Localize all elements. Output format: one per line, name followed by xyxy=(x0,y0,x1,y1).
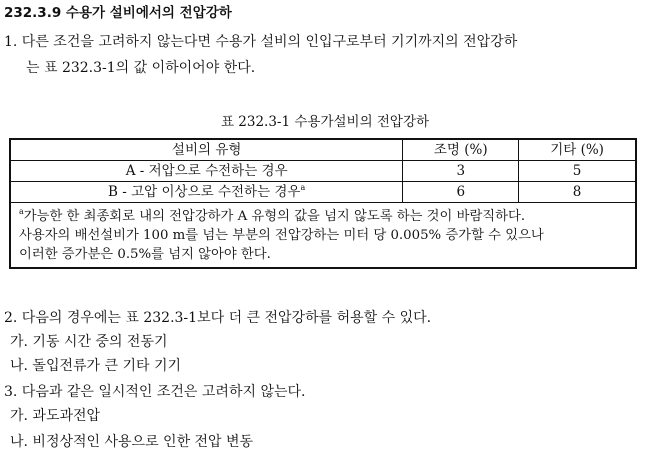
footnote-marker: a xyxy=(19,207,24,216)
note-line-2: 사용자의 배선설비가 100 m를 넘는 부분의 전압강하는 미터 당 0.005% 증가할 수 있으나 xyxy=(19,228,544,243)
table-row xyxy=(10,182,636,203)
row-type-text: A - 저압으로 수전하는 경우 xyxy=(125,163,288,179)
header-installation-type: 설비의 유형 xyxy=(10,139,403,161)
note-line-1 xyxy=(19,207,627,226)
item-3-sub-b: 나. 비정상적인 사용으로 인한 전압 변동 xyxy=(10,434,254,450)
row-type-text: B - 고압 이상으로 수전하는 경우 xyxy=(108,184,301,200)
footnote-marker: a xyxy=(300,183,306,192)
row-other-cell: 5 xyxy=(519,161,636,182)
section-title: 232.3.9 수용가 설비에서의 전압강하 xyxy=(4,5,232,21)
header-other: 기타 (%) xyxy=(519,139,636,161)
table-note xyxy=(10,203,636,269)
item-2-text: 2. 다음의 경우에는 표 232.3-1보다 더 큰 전압강하를 허용할 수 있다. xyxy=(4,310,432,326)
item-2-sub-a: 가. 기동 시간 중의 전동기 xyxy=(10,334,168,350)
header-lighting: 조명 (%) xyxy=(403,139,519,161)
note-line-1-text: 가능한 한 최종회로 내의 전압강하가 A 유형의 값을 넘지 않도록 하는 것이 바람직하다. xyxy=(23,209,526,224)
row-type-cell xyxy=(10,161,403,182)
item-2-sub-b: 나. 돌입전류가 큰 기타 기기 xyxy=(10,358,182,374)
row-lighting-cell: 3 xyxy=(403,161,519,182)
table-header-row xyxy=(10,139,636,161)
note-line-3: 이러한 증가분은 0.5%를 넘지 않아야 한다. xyxy=(19,247,271,262)
row-other-cell: 8 xyxy=(519,182,636,203)
table-row xyxy=(10,161,636,182)
table-caption: 표 232.3-1 수용가설비의 전압강하 xyxy=(220,114,430,130)
item-3-sub-a: 가. 과도과전압 xyxy=(10,408,101,424)
row-lighting-cell: 6 xyxy=(403,182,519,203)
item-3-text: 3. 다음과 같은 일시적인 조건은 고려하지 않는다. xyxy=(4,384,306,400)
voltage-drop-table xyxy=(9,138,637,269)
item-1-line-1: 1. 다른 조건을 고려하지 않는다면 수용가 설비의 인입구로부터 기기까지의 전압강하 xyxy=(4,34,518,50)
row-type-cell xyxy=(10,182,403,203)
table-note-row xyxy=(10,203,636,269)
item-1-line-2: 는 표 232.3-1의 값 이하이어야 한다. xyxy=(26,60,256,76)
